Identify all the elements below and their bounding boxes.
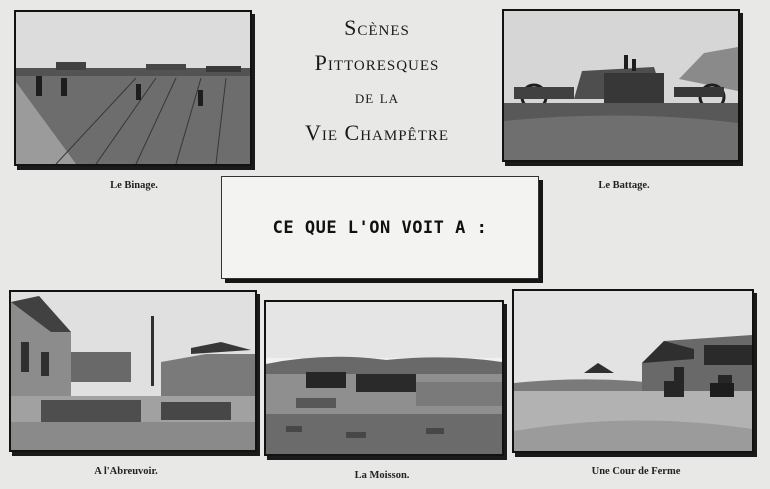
caption-abreuvoir: A l'Abreuvoir.	[94, 466, 158, 477]
title-line-3: de la	[354, 87, 400, 107]
photo-battage-image	[504, 11, 738, 160]
title-line-1: Scènes	[344, 15, 410, 40]
page-title	[282, 10, 472, 150]
photo-cour-de-ferme-image	[514, 291, 752, 451]
caption-cour-de-ferme: Une Cour de Ferme	[591, 466, 681, 477]
caption-binage: Le Binage.	[110, 180, 158, 191]
photo-abreuvoir-image	[11, 292, 255, 450]
photo-abreuvoir	[9, 290, 257, 452]
caption-battage: Le Battage.	[598, 180, 650, 191]
photo-binage	[14, 10, 252, 166]
photo-cour-de-ferme	[512, 289, 754, 453]
photo-binage-image	[16, 12, 250, 164]
title-line-2: Pittoresques	[314, 50, 440, 75]
title-line-4: Vie Champêtre	[304, 120, 450, 145]
center-panel	[221, 176, 539, 279]
photo-moisson	[264, 300, 504, 456]
center-panel-text: CE QUE L'ON VOIT A :	[272, 217, 488, 238]
photo-moisson-image	[266, 302, 502, 454]
photo-battage	[502, 9, 740, 162]
caption-moisson: La Moisson.	[354, 470, 410, 481]
